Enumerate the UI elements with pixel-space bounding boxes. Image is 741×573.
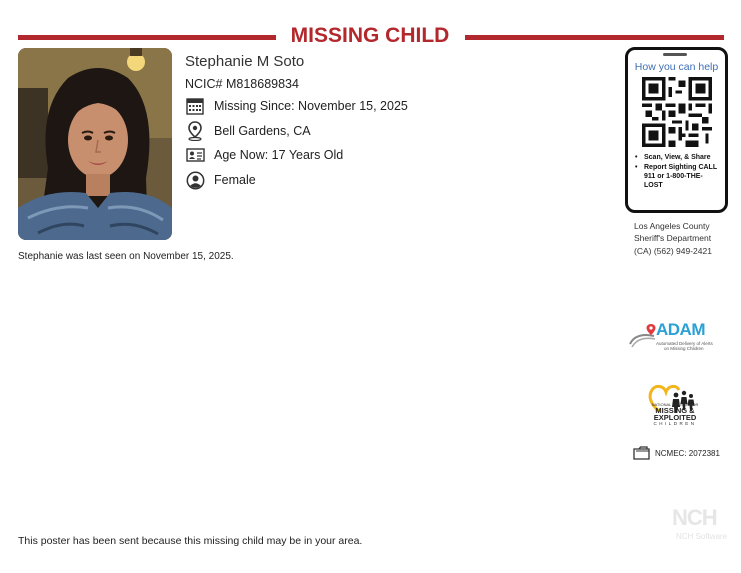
- adam-logo-subtitle-1: Automated Delivery of Alerts: [656, 341, 713, 346]
- qr-code[interactable]: [642, 77, 712, 147]
- location: Bell Gardens, CA: [214, 124, 311, 138]
- help-bullet-share: • Scan, View, & Share: [633, 153, 721, 162]
- nch-watermark-text: NCH Software: [676, 532, 728, 541]
- child-name: Stephanie M Soto: [185, 53, 305, 70]
- nch-watermark-logo: NCH: [672, 505, 717, 530]
- phone-speaker: [663, 53, 687, 56]
- header-rule-right: [465, 35, 724, 40]
- missing-since-row: [185, 96, 408, 116]
- person-icon: [185, 170, 205, 190]
- location-row: [185, 121, 311, 141]
- last-seen-description: Stephanie was last seen on November 15, 2025.: [18, 251, 234, 262]
- adam-logo-word: ADAM: [656, 320, 705, 339]
- map-pin-icon: [185, 121, 205, 141]
- agency-name-line1: Los Angeles County: [634, 221, 710, 231]
- poster-title: MISSING CHILD: [290, 24, 450, 47]
- calendar-icon: [185, 96, 205, 116]
- adam-logo-subtitle-2: on Missing Children: [664, 346, 704, 351]
- adam-swoosh-icon: [628, 322, 658, 352]
- help-heading: How you can help: [634, 61, 719, 73]
- ncmec-logo-missing: MISSING &: [655, 406, 695, 415]
- agency-phone: (CA) (562) 949-2421: [634, 246, 712, 256]
- age-row: [185, 145, 344, 165]
- sex-row: [185, 170, 256, 190]
- ncmec-logo-children: CHILDREN: [653, 421, 697, 426]
- ncmec-logo-exploited: EXPLOITED: [653, 413, 697, 422]
- ncmec-logo-line2: [646, 407, 704, 421]
- folder-icon: [633, 446, 651, 460]
- ncmec-case-number: NCMEC: 2072381: [655, 449, 720, 458]
- child-photo: [18, 48, 172, 240]
- missing-since: Missing Since: November 15, 2025: [214, 99, 408, 113]
- help-bullet-report: • Report Sighting CALL 911 or 1-800-THE-LOST: [633, 163, 721, 190]
- help-bullets: [633, 153, 721, 191]
- help-phone-panel: [625, 47, 728, 213]
- id-card-icon: [185, 145, 205, 165]
- ncic-number: NCIC# M818689834: [185, 77, 299, 91]
- agency-name-line2: Sheriff's Department: [634, 233, 712, 243]
- header-rule-left: [18, 35, 276, 40]
- age-now: Age Now: 17 Years Old: [214, 148, 344, 162]
- sex: Female: [214, 173, 256, 187]
- ncmec-logo-line1: NATIONAL CENTER FOR: [651, 402, 699, 407]
- footer-notice: This poster has been sent because this missing child may be in your area.: [18, 535, 363, 547]
- adam-logo: [628, 320, 722, 356]
